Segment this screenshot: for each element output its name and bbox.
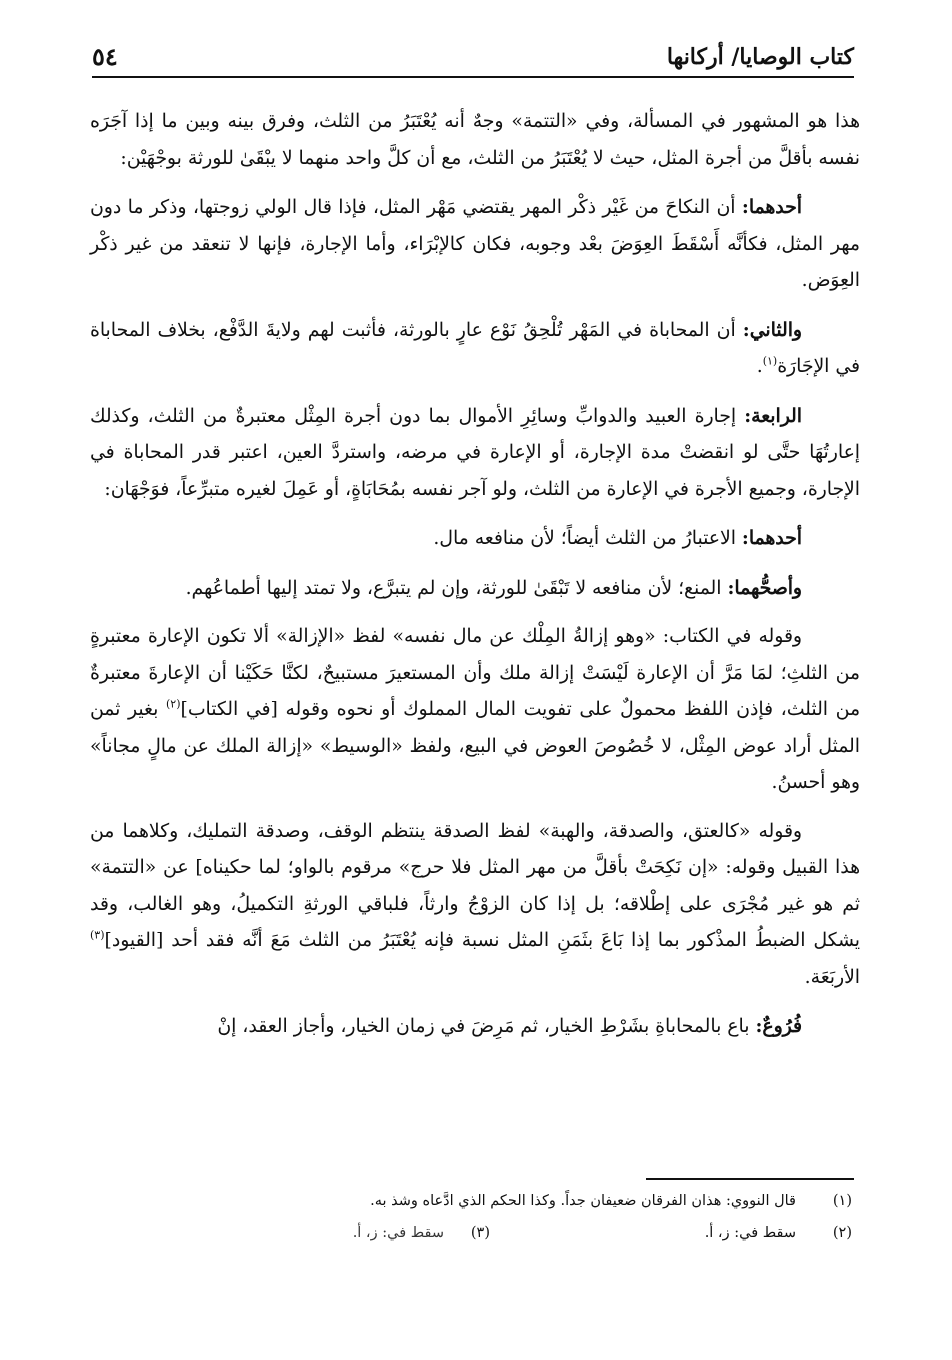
footnote-ref: (٢) [165,697,181,711]
paragraph: فُرُوعٌ: باع بالمحاباةِ بشَرْطِ الخيار، ثم مَرِضَ في زمان الخيار، وأجاز العقد، إنْ [217,1015,802,1037]
footnote-text: قال النووي: هذان الفرقان ضعيفان جداً. وكذا الحكم الذي ادَّعاه وشذ به. [370,1193,796,1209]
footnote-divider [646,1178,854,1180]
footnote-number: (١) [832,1193,852,1209]
main-text [90,104,860,1058]
footnote-ref: (١) [762,354,778,368]
paragraph: وأصحُّهما: المنع؛ لأن منافعه لا تَبْقَىٰ للورثة، وإن لم يتبرَّع، ولا تمتد إليها أطماعُهم. [185,576,802,599]
footnote-number: (٣) [470,1225,490,1241]
paragraph: وقوله في الكتاب: «وهو إزالةُ المِلْك عن مال نفسه» لفظ «الإزالة» ألا تكون الإعارة معتبرةٍ من الثلثِ؛ لمَا مَرَّ أن الإعارة لَيْسَتْ إزالة ملك وأن المستعيرَ مستبيحٌ، لكنَّا حَكَيْنا أن الإعارةَ معتبرةٌ من الثلث، فإذن اللفظ محمولٌ على تفويت المال المملوك أو نحوه وقوله [في الكتاب]$^{(٢)}$ بغير ثمن المثل أراد عوض المِثْل، لا خُصُوصَ العوض في البيع، ولفظ «الوسيط» «إزالة الملك عن مالٍ مجاناً» وهو أحسنُ. [90,626,861,793]
footnote [90,1188,852,1220]
paragraph: هذا هو المشهور في المسألة، وفي «التتمة» وجهٌ أنه يُعْتَبَرُ من الثلث، وفرق بينه وبين ما إذا آجَرَه نفسه بأقلَّ من أجرة المثل، حيث لا يُعْتَبَرُ من الثلث، مع أن كلَّ واحد منهما لا يبْقَىٰ للورثة بوجْهَيْن: [90,111,860,169]
paragraph: الرابعة: إجارة العبيد والدوابِّ وسائِرِ الأموال بما دون أجرة المِثْل معتبرةٌ من الثلث، وكذلك إعارتُهَا حتَّى لو انقضتْ مدة الإجارة، أو الإعارة في مرضه، واستردَّ العين، اعتبر قدر المحاباة في الإجارة، وجميع الأجرة في الإعارة من الثلث، ولو آجر نفسه بمُحَابَاةٍ، أو عَمِلَ لغيره متبرِّعاً، فوَجْهَان: [90,404,860,500]
paragraph-term: أحدهما: [741,527,802,549]
running-title: كتاب الوصايا/ أركانها [666,44,854,70]
footnote-number: (٢) [832,1225,852,1241]
footnotes [90,1188,852,1252]
paragraph: أحدهما: أن النكاحَ من غَيْر ذكْر المهر يقتضي مَهْر المثل، فإذا قال الولي زوجتها، وذكر ما دون مهر المثل، فكأنَّه أَسْقَطَ العِوَضَ بعْد وجوبه، فكان كالإبْرَاء، وأما الإجارة، فإنها لا تنعقد من غير ذكْر العِوَض. [90,196,860,291]
footnote-text: سقط في: ز، أ. [704,1225,796,1241]
footnote [90,1220,852,1252]
footnote-text: سقط في: ز، أ. [352,1225,444,1241]
page-number: ٥٤ [92,42,118,71]
paragraph-term: والثاني: [742,318,802,341]
paragraph-term: وأصحُّهما: [727,576,802,599]
footnote-ref: (٣) [90,928,105,942]
paragraph: والثاني: أن المحاباة في المَهْر تُلْحِقُ نَوْع عارٍ بالورثة، فأثبت لهم ولايةَ الدَّفْع، بخلاف المحاباة في الإجَارَة$^{(١)}$. [90,318,860,377]
page-header [92,42,854,78]
paragraph: وقوله «كالعتق، والصدقة، والهبة» لفظ الصدقة ينتظم الوقف، وصدقة التمليك، وكلاهما من هذا القبيل وقوله: «إن نَكِحَتْ بأقلَّ من مهر المثل فلا حرج» مرقوم بالواو؛ لما حكيناه] عن «التتمة» ثم هو غير مُجْرَى على إطْلاقه؛ بل إذا كان الزوْجُ وارثاً، فلباقي الورثةِ التكميلُ، وهو الغالب، وقد يشكل الضبطُ المذْكور بما إذا بَاعَ بثَمَنِ المثل نسبة فإنه يُعْتَبَرُ من الثلث مَعَ أنَّه فقد أحد [القيود]$^{(٣)}$ الأربَعَة. [90,820,860,988]
paragraph-term: أحدهما: [741,196,802,218]
paragraph-term: الرابعة: [744,404,802,427]
paragraph: أحدهما: الاعتبارُ من الثلث أيضاً؛ لأن منافعه مال. [433,527,802,549]
paragraph-term: فُرُوعٌ: [755,1015,802,1037]
